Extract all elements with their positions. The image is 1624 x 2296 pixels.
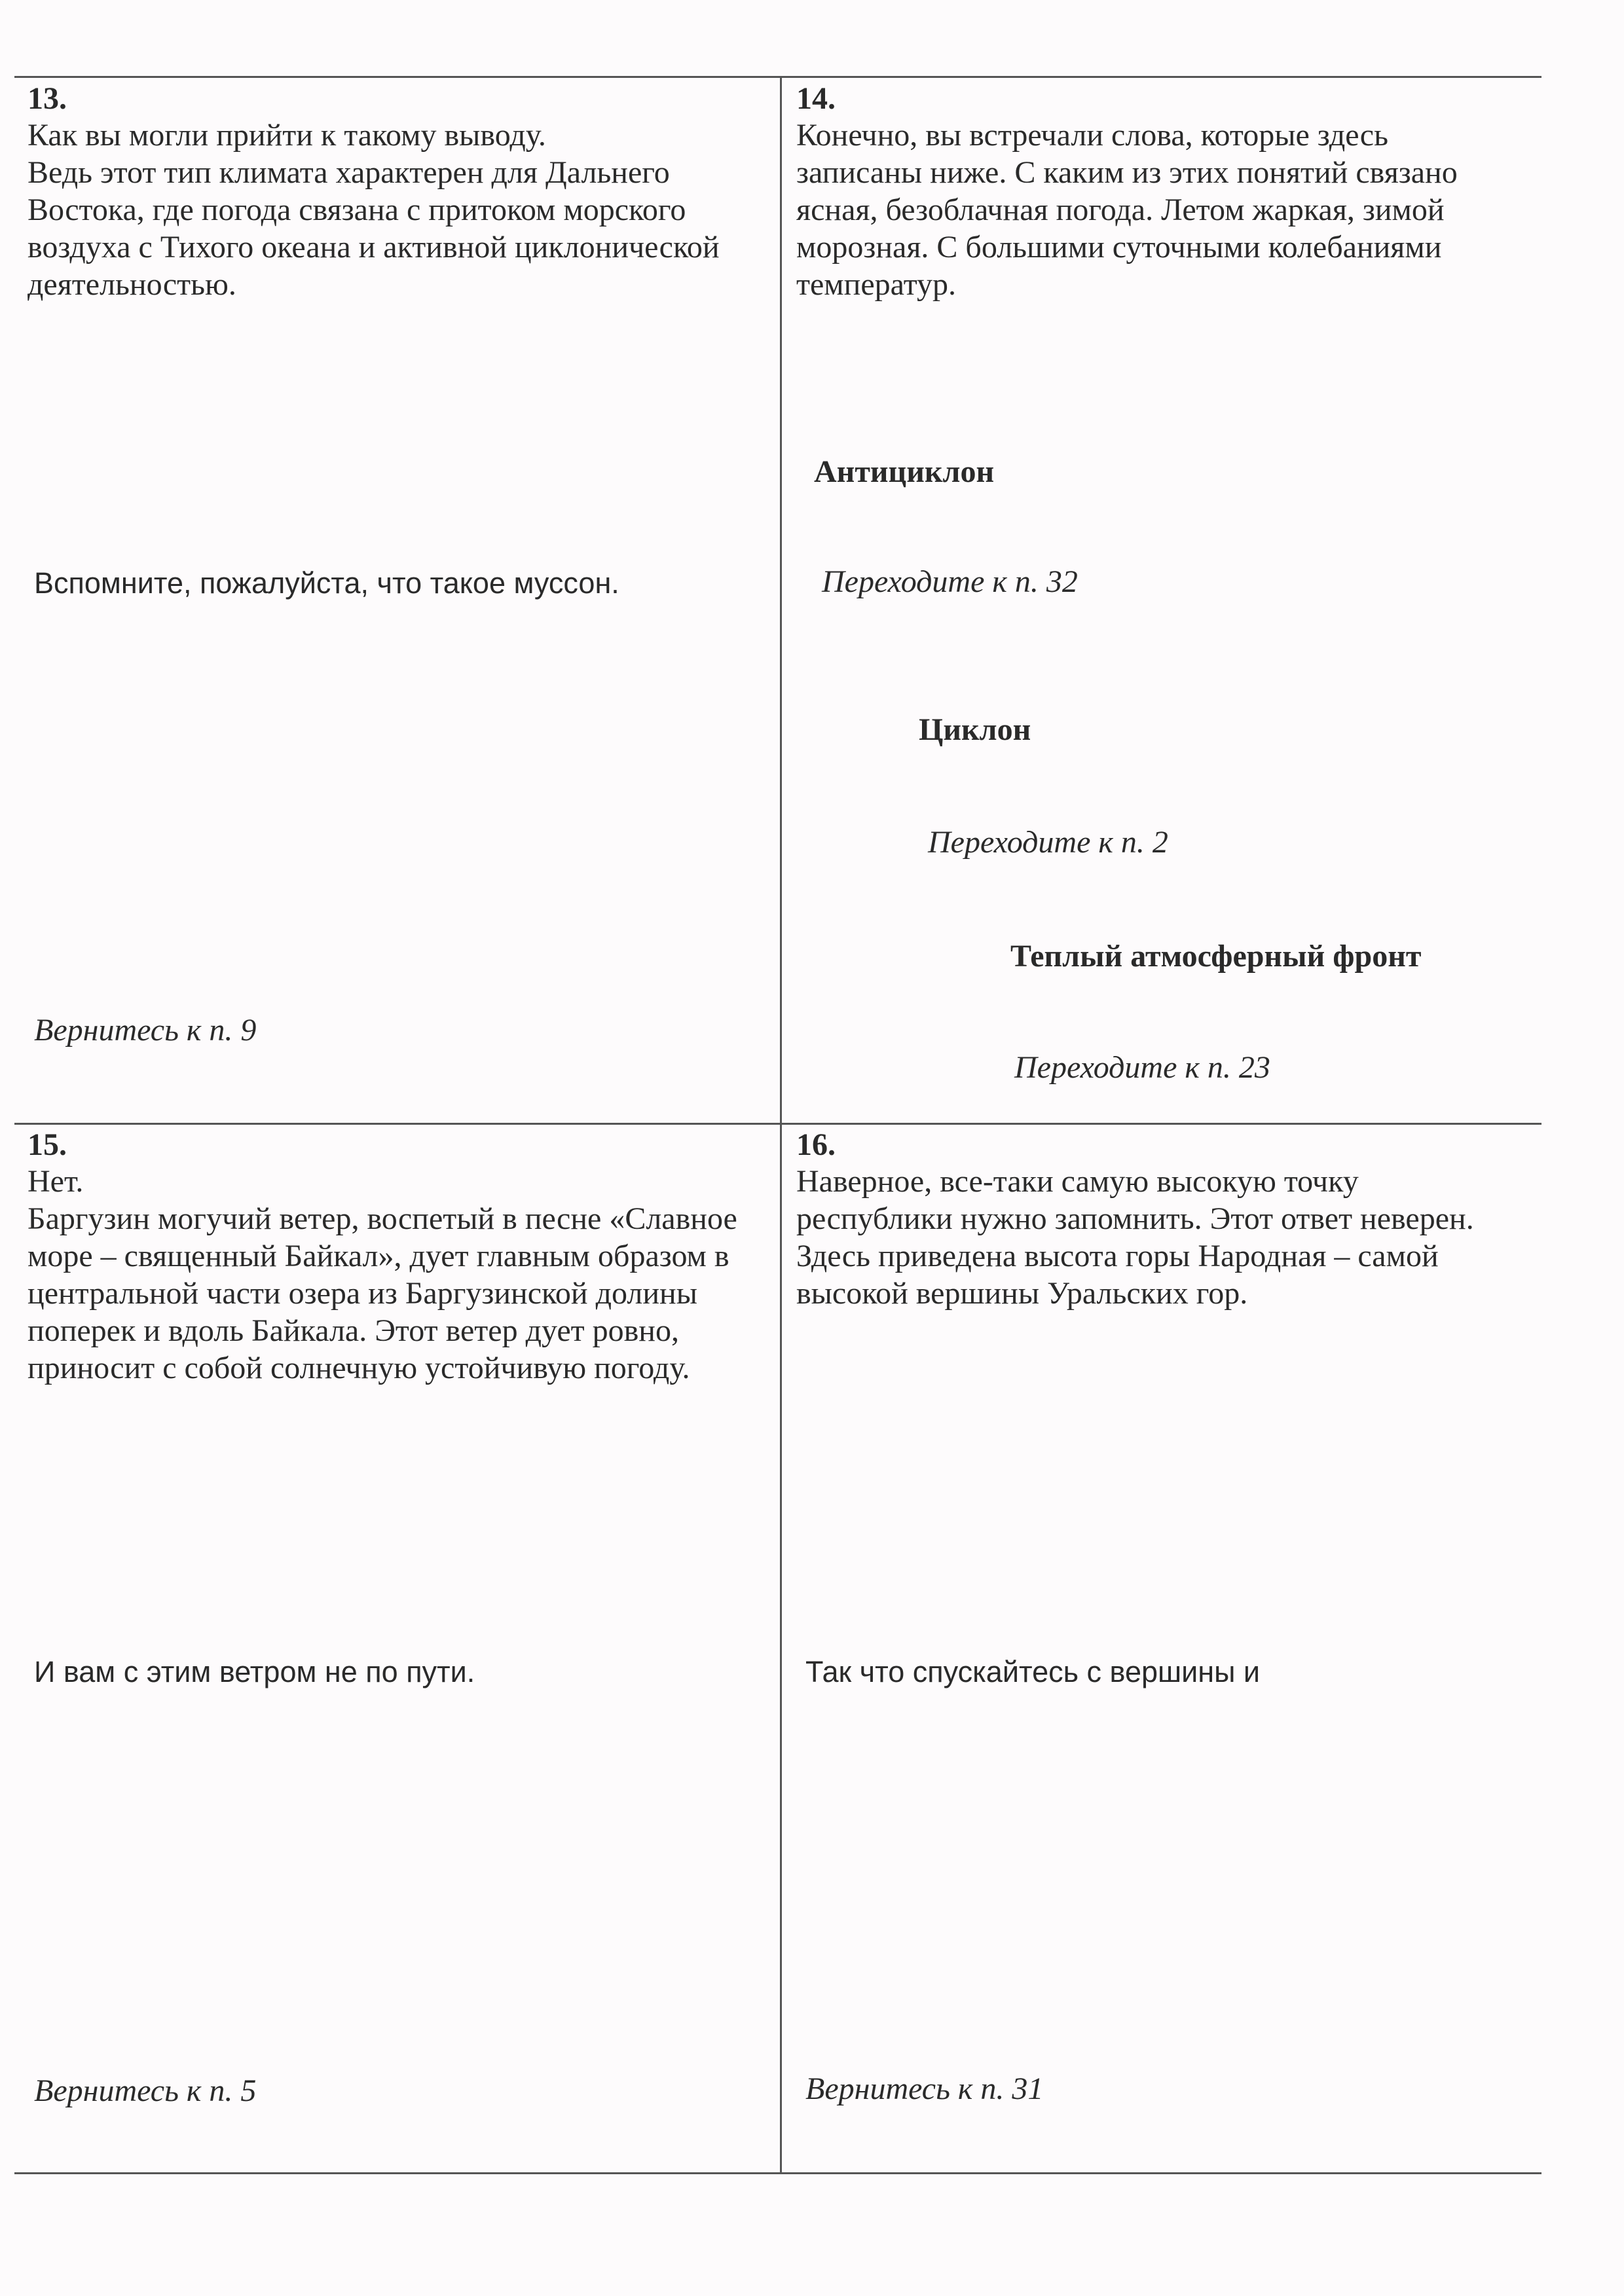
body-line: Конечно, вы встречали слова, которые здесь	[796, 118, 1388, 153]
body-line: поперек и вдоль Байкала. Этот ветер дует ровно,	[28, 1313, 679, 1348]
body-line: морозная. С большими суточными колебаниями	[796, 230, 1442, 264]
body-line: море – священный Байкал», дует главным образом в	[28, 1239, 729, 1273]
body-line: деятельностью.	[28, 267, 236, 302]
item-number: 16.	[796, 1127, 836, 1162]
return-link[interactable]: Вернитесь к п. 31	[805, 2071, 1044, 2106]
item-body	[796, 117, 1458, 303]
middle-rule	[14, 1123, 1541, 1125]
body-line: Баргузин могучий ветер, воспетый в песне «Славное	[28, 1201, 737, 1236]
item-prompt: И вам с этим ветром не по пути.	[34, 1655, 475, 1688]
top-rule	[14, 76, 1541, 78]
item-body	[28, 117, 720, 303]
item-number: 14.	[796, 81, 836, 116]
body-line: Ведь этот тип климата характерен для Дальнего	[28, 155, 670, 190]
body-line: температур.	[796, 267, 957, 302]
return-link[interactable]: Вернитесь к п. 5	[34, 2073, 257, 2108]
bottom-rule	[14, 2172, 1541, 2174]
center-divider	[780, 76, 782, 2174]
body-line: центральной части озера из Баргузинской долины	[28, 1276, 697, 1311]
item-body	[796, 1163, 1474, 1312]
option-term: Теплый атмосферный фронт	[1010, 939, 1422, 974]
return-link[interactable]: Вернитесь к п. 9	[34, 1013, 257, 1048]
body-line: республики нужно запомнить. Этот ответ неверен.	[796, 1201, 1474, 1236]
body-line: ясная, безоблачная погода. Летом жаркая, зимой	[796, 192, 1445, 227]
item-number: 13.	[28, 81, 67, 116]
option-link[interactable]: Переходите к п. 2	[928, 825, 1168, 860]
body-line: Нет.	[28, 1164, 84, 1199]
option-link[interactable]: Переходите к п. 32	[822, 564, 1078, 599]
option-term: Антициклон	[814, 454, 995, 489]
body-line: Наверное, все-таки самую высокую точку	[796, 1164, 1359, 1199]
option-link[interactable]: Переходите к п. 23	[1014, 1050, 1270, 1085]
body-line: Как вы могли прийти к такому выводу.	[28, 118, 546, 153]
item-prompt: Так что спускайтесь с вершины и	[805, 1655, 1261, 1688]
body-line: приносит с собой солнечную устойчивую погоду.	[28, 1351, 690, 1385]
item-prompt: Вспомните, пожалуйста, что такое муссон.	[34, 566, 619, 600]
option-term: Циклон	[919, 712, 1031, 747]
body-line: Востока, где погода связана с притоком морского	[28, 192, 686, 227]
item-body	[28, 1163, 737, 1387]
body-line: записаны ниже. С каким из этих понятий связано	[796, 155, 1458, 190]
body-line: воздуха с Тихого океана и активной циклонической	[28, 230, 720, 264]
body-line: высокой вершины Уральских гор.	[796, 1276, 1248, 1311]
body-line: Здесь приведена высота горы Народная – самой	[796, 1239, 1439, 1273]
item-number: 15.	[28, 1127, 67, 1162]
